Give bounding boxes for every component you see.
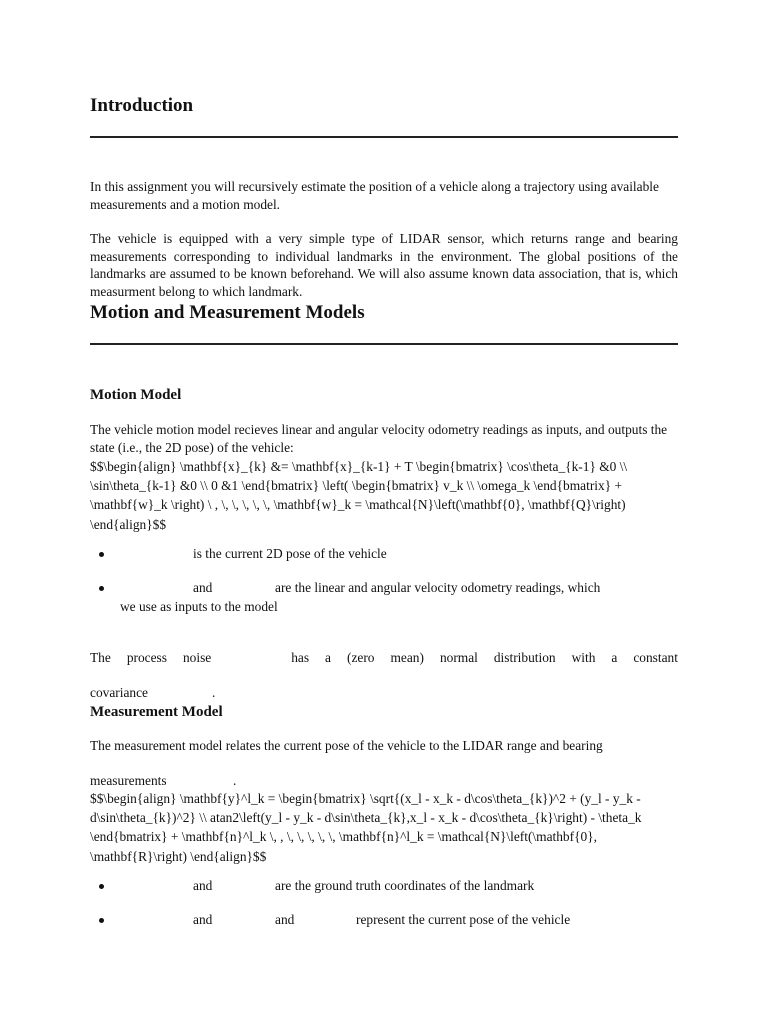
noise-word: (zero [346, 650, 375, 665]
covariance-period: . [212, 685, 216, 700]
motion-model-equation: $$\begin{align} \mathbf{x}_{k} &= \mathbf{x}_{k-1} + T \begin{bmatrix} \cos\theta_{k-1} &0 \\ \sin\theta_{k-1} &0 \\ 0 &1 \end{bmatrix} \left( \begin{bmatrix} v_k \\ \omega_k \end{bmatrix} + \mathbf{w}_k \right) \ , \, \, \, \, \, \mathbf{w}_k = \mathcal{N}\left(\mathbf{0}, \mathbf{Q}\right) \end{align}$$ [90, 459, 631, 532]
measurement-model-heading: Measurement Model [90, 704, 223, 720]
measurement-bullet-2-text: represent the current pose of the vehicle [356, 912, 571, 927]
motion-bullet-2-and: and [193, 580, 213, 595]
motion-model-heading: Motion Model [90, 387, 182, 403]
introduction-paragraph-2: The vehicle is equipped with a very simple type of LIDAR sensor, which returns range and bearing measurements corresponding to individual landmarks in the environment. The global positions of the landmarks are assumed to be known beforehand. We will also assume known data association, that is, which measurment belong to which landmark. [90, 231, 678, 299]
measurement-bullet-2-and-2: and [275, 912, 295, 927]
noise-word: process [126, 650, 167, 665]
introduction-heading: Introduction [90, 95, 194, 116]
noise-word: a [611, 650, 618, 665]
covariance-word: covariance [90, 685, 148, 700]
noise-word: The [90, 650, 111, 665]
measurement-model-intro: The measurement model relates the current pose of the vehicle to the LIDAR range and bearing [90, 738, 603, 753]
models-heading: Motion and Measurement Models [90, 302, 365, 323]
motion-bullet-1-marker [99, 552, 104, 557]
measurements-word: measurements [90, 773, 167, 788]
measurement-model-equation: $$\begin{align} \mathbf{y}^l_k = \begin{bmatrix} \sqrt{(x_l - x_k - d\cos\theta_{k})^2 + (y_l - y_k - d\sin\theta_{k})^2} \\ atan2\left(y_l - y_k - d\sin\theta_{k},x_l - x_k - d\cos\theta_{k}\right) - \theta_k \end{bmatrix} + \mathbf{n}^l_k \, , \, \, \, \, \, \mathbf{n}^l_k = \mathcal{N}\left(\mathbf{0}, \mathbf{R}\right) \end{align}$$ [90, 791, 645, 864]
noise-word: distribution [493, 650, 556, 665]
introduction-rule [90, 136, 678, 138]
noise-word: with [571, 650, 596, 665]
noise-word: mean) [390, 650, 424, 665]
noise-word: has [291, 650, 310, 665]
models-rule [90, 343, 678, 345]
noise-word: constant [633, 650, 678, 665]
noise-symbol-gap [227, 649, 275, 666]
measurements-period: . [233, 773, 237, 788]
noise-word: a [325, 650, 331, 665]
measurement-bullet-1-text: are the ground truth coordinates of the landmark [275, 878, 535, 893]
noise-word: normal [439, 650, 478, 665]
motion-bullet-2-continuation: we use as inputs to the model [120, 599, 278, 614]
noise-word: noise [182, 650, 212, 665]
motion-bullet-2-marker [99, 586, 104, 591]
measurement-bullet-1-marker [99, 884, 104, 889]
motion-bullet-2-text: are the linear and angular velocity odometry readings, which [275, 580, 601, 595]
measurement-bullet-2-marker [99, 918, 104, 923]
measurement-bullet-1-and: and [193, 878, 213, 893]
measurement-bullet-2-and-1: and [193, 912, 213, 927]
process-noise-line [90, 649, 678, 666]
motion-model-intro: The vehicle motion model recieves linear and angular velocity odometry readings as inputs, and outputs the state (i.e., the 2D pose) of the vehicle: [90, 422, 668, 455]
introduction-paragraph-1: In this assignment you will recursively estimate the position of a vehicle along a trajectory using available measurements and a motion model. [90, 179, 659, 212]
motion-bullet-1-text: is the current 2D pose of the vehicle [193, 546, 387, 561]
